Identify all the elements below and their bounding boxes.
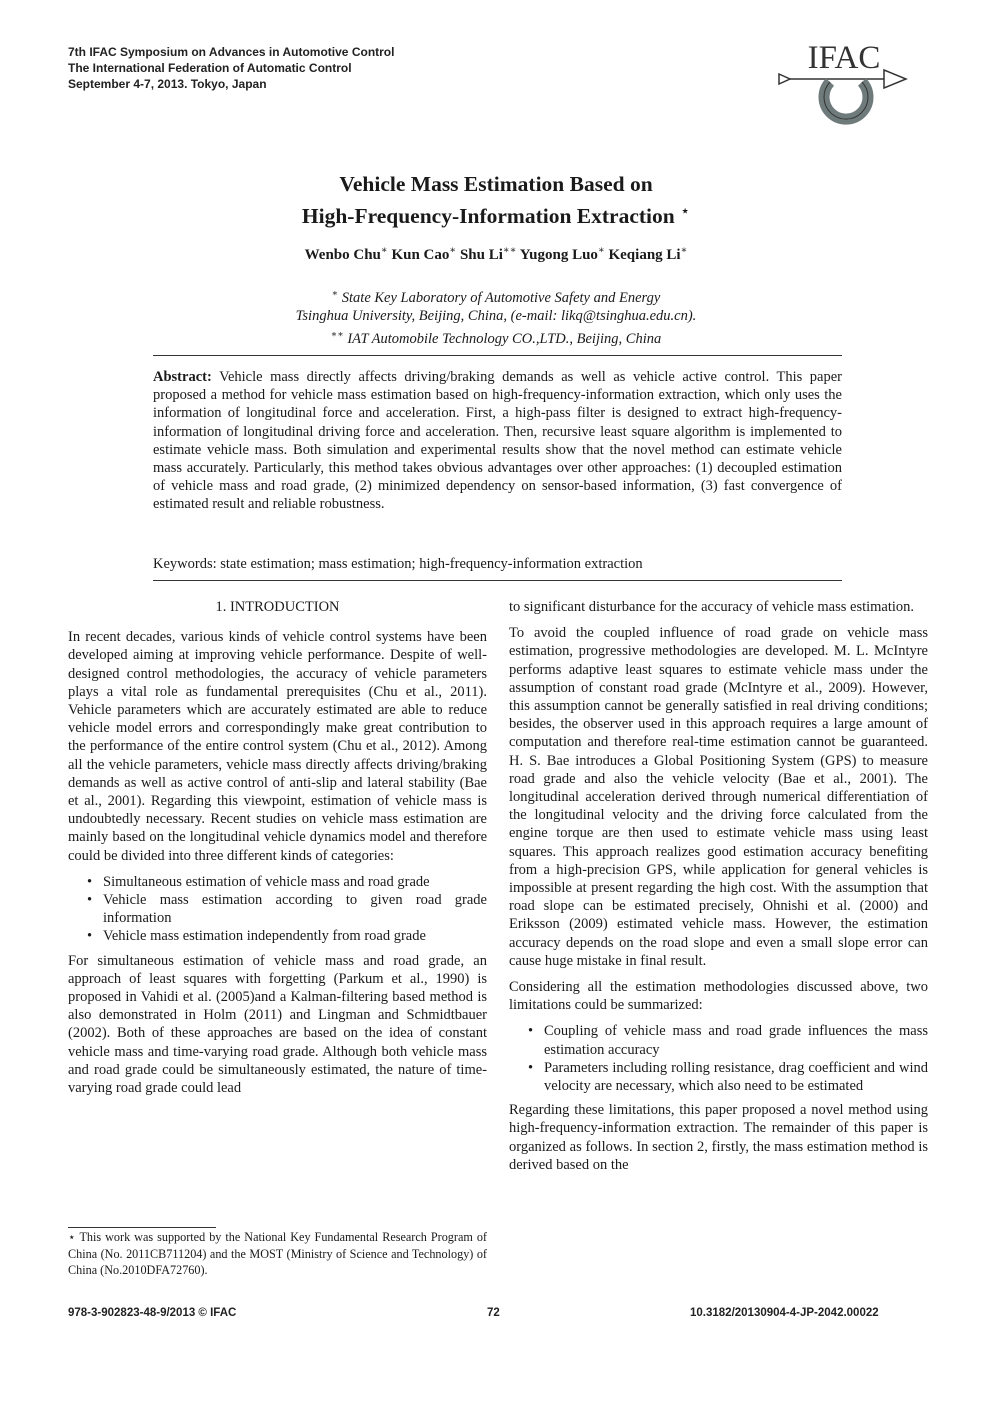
abstract-text: Vehicle mass directly affects driving/braking demands as well as vehicle active control. This paper proposed a method for vehicle mass estimation based on high-frequency-information extraction, which only uses the information of longitudinal force and acceleration. First, a high-pass filter is designed to extract high-frequency-information of longitudinal driving force and acceleration. Then, recursive least square algorithm is implemented to estimate vehicle mass. Both simulation and experimental results show that the novel method can estimate vehicle mass accurately. Particularly, this method takes obvious advantages over other approaches: (1) decoupled estimation of vehicle mass and road grade, (2) minimized dependency on sensor-based information, (3) fast convergence of estimated result and reliable robustness.: [153, 369, 842, 513]
header-line-3: September 4-7, 2013. Tokyo, Japan: [68, 77, 267, 91]
author: Kun Cao: [391, 247, 450, 263]
list-item-text: Coupling of vehicle mass and road grade influences the mass estimation accuracy: [544, 1023, 928, 1058]
paper-title: [0, 170, 992, 230]
bullet-icon: •: [528, 1059, 534, 1076]
left-column: [68, 598, 487, 1105]
author: Wenbo Chu: [304, 247, 381, 263]
footer-isbn: 978-3-902823-48-9/2013 © IFAC: [68, 1307, 237, 1319]
header-line-1: 7th IFAC Symposium on Advances in Automotive Control: [68, 45, 395, 59]
ifac-logo: [776, 36, 910, 128]
list-item: [528, 1059, 928, 1095]
affil-mark: ∗: [331, 289, 339, 299]
author-mark: ∗: [380, 245, 388, 256]
bullet-icon: •: [528, 1023, 534, 1040]
footer-doi: 10.3182/20130904-4-JP-2042.00022: [690, 1307, 879, 1319]
author: Keqiang Li: [608, 247, 681, 263]
footnote: [68, 1229, 487, 1279]
footnote-mark: ⋆: [68, 1230, 76, 1244]
title-footnote-mark: ⋆: [680, 203, 691, 220]
conference-header: [68, 44, 394, 92]
paragraph: to significant disturbance for the accuracy of vehicle mass estimation.: [509, 599, 915, 615]
abstract-label: Abstract:: [153, 369, 212, 385]
abstract-top-rule: [153, 355, 842, 356]
author-mark: ∗: [680, 245, 688, 256]
affil-1-line-2: Tsinghua University, Beijing, China, (e-mail: likq@tsinghua.edu.cn).: [295, 308, 697, 325]
bullet-icon: •: [87, 892, 93, 909]
bullet-list: [68, 873, 487, 946]
header-line-2: The International Federation of Automatic Control: [68, 61, 352, 75]
list-item-text: Vehicle mass estimation according to given road grade information: [103, 892, 487, 927]
author: Yugong Luo: [519, 247, 598, 263]
paragraph: To avoid the coupled influence of road grade on vehicle mass estimation, progressive methodologies are developed. M. L. McIntyre performs adaptive least squares to estimate vehicle mass under the assumption of constant road grade (McIntyre et al., 2009). However, this assumption cannot be generally satisfied in real driving conditions; besides, the observer used in this approach requires a large amount of computation and therefore real-time estimation cannot be guaranteed. H. S. Bae introduces a Global Positioning System (GPS) to measure road grade and also the vehicle velocity (Bae et al., 2001). The longitudinal acceleration derived through numerical differentiation of the longitudinal velocity and the driving force calculated from the engine torque are then used to estimate vehicle mass using least squares. This approach realizes good estimation accuracy benefiting from a high-precision GPS, while application for general vehicles is impossible at present regarding the high cost. With the assumption that road slope can be estimated precisely, Ohnishi et al. (2000) and Eriksson (2009) estimated vehicle mass. However, the estimation accuracy depends on the road slope and even a small slope error can cause huge mistake in final result.: [509, 625, 928, 969]
affil-1-line-1: State Key Laboratory of Automotive Safety and Energy: [341, 289, 661, 306]
section-heading: 1. INTRODUCTION: [215, 599, 340, 615]
affiliations: [0, 285, 992, 348]
bullet-list: [509, 1022, 928, 1095]
paragraph: For simultaneous estimation of vehicle mass and road grade, an approach of least squares with forgetting (Parkum et al., 1990) is proposed in Vahidi et al. (2005)and a Kalman-filtering based method is also demonstrated in Holm (2011) and Lingman and Schmidtbauer (2002). Both of these approaches are based on the idea of constant vehicle mass and time-varying road grade. Although both vehicle mass and road grade could be simultaneously estimated, the nature of time-varying road grade could lead: [68, 952, 487, 1097]
footnote-text: This work was supported by the National Key Fundamental Research Program of China (No. 2011CB711204) and the MOST (Ministry of Science and Technology) of China (No.2010DFA72760).: [68, 1230, 487, 1277]
list-item: [87, 891, 487, 927]
keywords: Keywords: state estimation; mass estimation; high-frequency-information extraction: [153, 556, 643, 572]
list-item: [528, 1022, 928, 1058]
affil-mark: ∗∗: [330, 329, 344, 340]
author-list: [0, 245, 992, 264]
author-mark: ∗∗: [502, 245, 517, 256]
paragraph: Regarding these limitations, this paper proposed a novel method using high-frequency-information extraction. The remainder of this paper is organized as follows. In section 2, firstly, the mass estimation method is derived based on the: [509, 1102, 928, 1173]
list-item-text: Parameters including rolling resistance, drag coefficient and wind velocity are necessary, which also need to be estimated: [544, 1059, 928, 1095]
footnote-rule: [68, 1227, 216, 1228]
bullet-icon: •: [87, 873, 93, 890]
list-item: [87, 927, 487, 945]
logo-arrow-tail: [779, 74, 790, 84]
list-item-text: Vehicle mass estimation independently from road grade: [103, 928, 426, 945]
paragraph: Considering all the estimation methodologies discussed above, two limitations could be summarized:: [509, 979, 928, 1014]
logo-loop: [824, 82, 868, 119]
logo-text: IFAC: [807, 40, 881, 76]
right-column: [509, 598, 928, 1182]
affil-2-line-1: IAT Automobile Technology CO.,LTD., Beijing, China: [347, 330, 662, 347]
paragraph: In recent decades, various kinds of vehicle control systems have been developed aiming at improving vehicle performance. Despite of well-designed control methodologies, the accuracy of vehicle parameters plays a vital role as fundamental prerequisites (Chu et al., 2011). Vehicle parameters which are accurately estimated are able to reduce vehicle model errors and correspondingly make great contribution to the performance of the entire control system (Chu et al., 2012). Among all the vehicle parameters, vehicle mass directly affects driving/braking demands as well as active control of anti-slip and lateral stability (Bae et al., 2001). Regarding this viewpoint, estimation of vehicle mass is undoubtedly necessary. Recent studies on vehicle mass estimation are mainly based on the longitudinal vehicle dynamics model and therefore could be divided into three different kinds of categories:: [68, 629, 487, 864]
abstract-bottom-rule: [153, 580, 842, 581]
author-mark: ∗: [449, 245, 457, 256]
list-item: [87, 873, 487, 891]
bullet-icon: •: [87, 928, 93, 945]
logo-arrow-head: [884, 70, 906, 88]
list-item-text: Simultaneous estimation of vehicle mass and road grade: [103, 873, 430, 890]
title-line-2: High-Frequency-Information Extraction: [301, 204, 675, 228]
author-mark: ∗: [597, 245, 605, 256]
title-line-1: Vehicle Mass Estimation Based on: [339, 172, 653, 196]
author: Shu Li: [459, 247, 503, 263]
page-number: 72: [487, 1307, 500, 1319]
abstract: [153, 368, 842, 514]
